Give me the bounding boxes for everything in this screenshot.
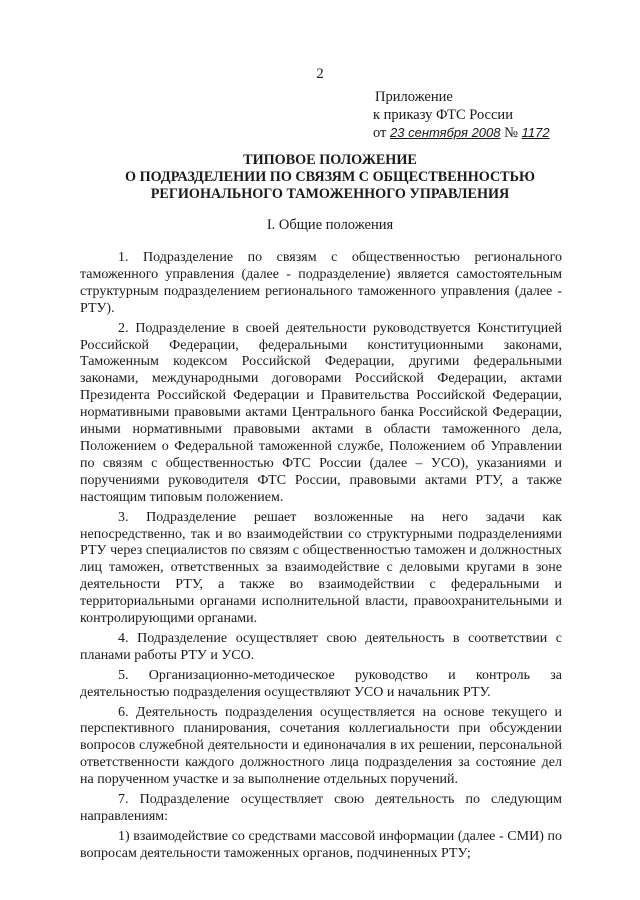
- page-number: 2: [316, 66, 324, 82]
- paragraph-6: 6. Деятельность подразделения осуществляется на основе текущего и перспективного планирования, сочетания коллегиальности при обсуждении вопросов служебной деятельности и единоначалия в их решении, персональной ответственности каждого должностного лица подразделения за состояние дел на порученном участке и за выполнение отдельных поручений.: [80, 704, 562, 788]
- title-line-2: О ПОДРАЗДЕЛЕНИИ ПО СВЯЗЯМ С ОБЩЕСТВЕННОСТЬЮ: [124, 169, 536, 185]
- appendix-block: [373, 88, 550, 142]
- paragraph-5: 5. Организационно-методическое руководство и контроль за деятельностью подразделения осуществляют УСО и начальник РТУ.: [80, 667, 562, 700]
- appendix-number-sign: №: [504, 125, 518, 141]
- title-line-3: РЕГИОНАЛЬНОГО ТАМОЖЕННОГО УПРАВЛЕНИЯ: [150, 186, 510, 202]
- appendix-order-number: 1172: [521, 125, 550, 140]
- paragraph-4: 4. Подразделение осуществляет свою деятельность в соответствии с планами работы РТУ и УСО.: [80, 630, 562, 663]
- appendix-from-label: от: [373, 125, 387, 141]
- paragraph-1: 1. Подразделение по связям с общественностью регионального таможенного управления (далее - подразделение) является самостоятельным структурным подразделением регионального таможенного управления (далее - РТУ).: [80, 250, 562, 316]
- document-title: [60, 152, 600, 203]
- appendix-date-line: [373, 124, 550, 142]
- section-heading: I. Общие положения: [266, 217, 394, 233]
- paragraph-3: 3. Подразделение решает возложенные на него задачи как непосредственно, так и во взаимодействии со структурными подразделениями РТУ через специалистов по связям с общественностью таможен и должностных лиц таможен, ответственных за взаимодействие с деловыми кругами в зоне деятельности РТУ, а также во взаимодействии с федеральными и территориальными органами исполнительной власти, правоохранительными и контролирующими органами.: [80, 509, 562, 627]
- appendix-order-ref: к приказу ФТС России: [373, 107, 513, 123]
- paragraph-7-item-1: 1) взаимодействие со средствами массовой информации (далее - СМИ) по вопросам деятельности таможенных органов, подчиненных РТУ;: [80, 828, 562, 861]
- paragraph-2: 2. Подразделение в своей деятельности руководствуется Конституцией Российской Федерации, федеральными конституционными законами, Таможенным кодексом Российской Федерации, другими федеральными законами, международными договорами Российской Федерации, актами Президента Российской Федерации и Правительства Российской Федерации, нормативными правовыми актами Центрального банка Российской Федерации, иными нормативными правовыми актами в области таможенного дела, Положением о Федеральной таможенной службе, Положением об Управлении по связям с общественностью ФТС России (далее – УСО), указаниями и поручениями руководителя ФТС России, правовыми актами РТУ, а также настоящим типовым положением.: [80, 320, 562, 505]
- title-line-1: ТИПОВОЕ ПОЛОЖЕНИЕ: [243, 152, 417, 168]
- paragraph-7: 7. Подразделение осуществляет свою деятельность по следующим направлениям:: [80, 792, 562, 824]
- appendix-title: Приложение: [375, 89, 453, 105]
- appendix-date: 23 сентября 2008: [390, 125, 501, 140]
- document-body: [80, 250, 562, 866]
